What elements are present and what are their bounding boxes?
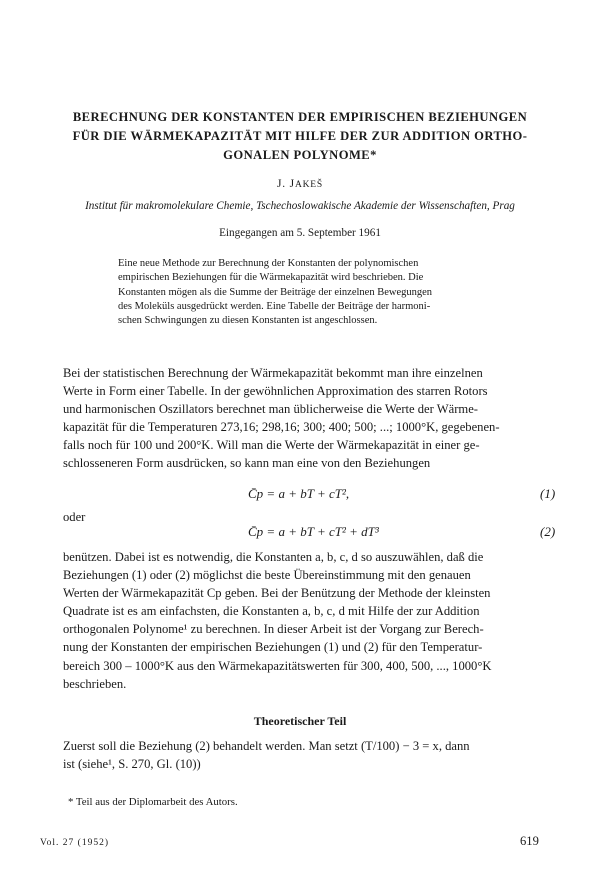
equation-2: C̄p = a + bT + cT² + dT³: [248, 524, 379, 539]
body-line: falls noch für 100 und 200°K. Will man die Werte der Wärmekapazität in einer ge-: [63, 438, 480, 453]
author-surname: AKEŠ: [294, 180, 323, 190]
body-line: orthogonalen Polynome¹ zu berechnen. In dieser Arbeit ist der Vorgang zur Berech-: [63, 622, 484, 637]
received-date: Eingegangen am 5. September 1961: [219, 227, 381, 239]
footer-volume: Vol. 27 (1952): [40, 838, 109, 848]
abstract-line: Eine neue Methode zur Berechnung der Konstanten der polynomischen: [118, 258, 419, 269]
body-line: kapazität für die Temperaturen 273,16; 298,16; 300; 400; 500; ...; 1000°K, gegebenen-: [63, 420, 500, 435]
body-line: bereich 300 – 1000°K aus den Wärmekapazitätswerten für 300, 400, 500, ..., 1000°K: [63, 658, 492, 673]
abstract-line: empirischen Beziehungen für die Wärmekapazität wird beschrieben. Die: [118, 272, 424, 284]
abstract-line: des Moleküls ausgedrückt werden. Eine Tabelle der Beiträge der harmoni-: [118, 300, 431, 312]
body-line: Werte in Form einer Tabelle. In der gewöhnlichen Approximation des starren Rotors: [63, 384, 488, 399]
paragraph-2: [63, 548, 565, 693]
paragraph-3: [63, 737, 565, 773]
connector-oder: oder: [63, 510, 86, 524]
abstract: [118, 257, 508, 328]
body-line: Werten der Wärmekapazität Cp geben. Bei der Benützung der Methode der kleinsten: [63, 586, 491, 601]
title-line-2: FÜR DIE WÄRMEKAPAZITÄT MIT HILFE DER ZUR ADDITION ORTHO-: [72, 129, 528, 143]
section-heading: Theoretischer Teil: [253, 714, 347, 728]
page-number: 619: [520, 834, 539, 848]
body-line: Bei der statistischen Berechnung der Wärmekapazität bekommt man ihre einzelnen: [63, 366, 483, 380]
equation-1-number: (1): [540, 486, 556, 501]
body-line: schlosseneren Form ausdrücken, so kann man eine von den Beziehungen: [63, 456, 431, 471]
body-line: beschrieben.: [63, 676, 127, 691]
body-line: ist (siehe¹, S. 270, Gl. (10)): [63, 757, 201, 772]
abstract-line: schen Schwingungen zu diesen Konstanten ist angeschlossen.: [118, 315, 378, 327]
body-line: Beziehungen (1) oder (2) möglichst die beste Übereinstimmung mit den genauen: [63, 568, 471, 583]
body-line: benützen. Dabei ist es notwendig, die Konstanten a, b, c, d so auszuwählen, daß die: [63, 550, 484, 564]
footnote: * Teil aus der Diplomarbeit des Autors.: [68, 796, 238, 808]
abstract-line: Konstanten mögen als die Summe der Beiträge der einzelnen Bewegungen: [118, 286, 433, 298]
title-line-3: GONALEN POLYNOME*: [223, 148, 377, 162]
body-line: Zuerst soll die Beziehung (2) behandelt werden. Man setzt (T/100) − 3 = x, dann: [63, 739, 470, 753]
body-line: und harmonischen Oszillators berechnet man üblicherweise die Werte der Wärme-: [63, 402, 479, 417]
affiliation: Institut für makromolekulare Chemie, Tschechoslowakische Akademie der Wissenschaften, Prag: [85, 200, 515, 212]
body-line: nung der Konstanten der empirischen Beziehungen (1) und (2) für den Temperatur-: [63, 640, 483, 655]
paragraph-1: [63, 364, 565, 473]
title-line-1: BERECHNUNG DER KONSTANTEN DER EMPIRISCHEN BEZIEHUNGEN: [72, 110, 528, 124]
author: [0, 178, 600, 190]
body-line: Quadrate ist es am einfachsten, die Konstanten a, b, c, d mit Hilfe der zur Addition: [63, 604, 480, 619]
equation-1: C̄p = a + bT + cT²,: [248, 486, 350, 501]
equation-2-number: (2): [540, 524, 556, 539]
author-initial: J. J: [277, 178, 295, 190]
paper-title: [40, 108, 560, 165]
